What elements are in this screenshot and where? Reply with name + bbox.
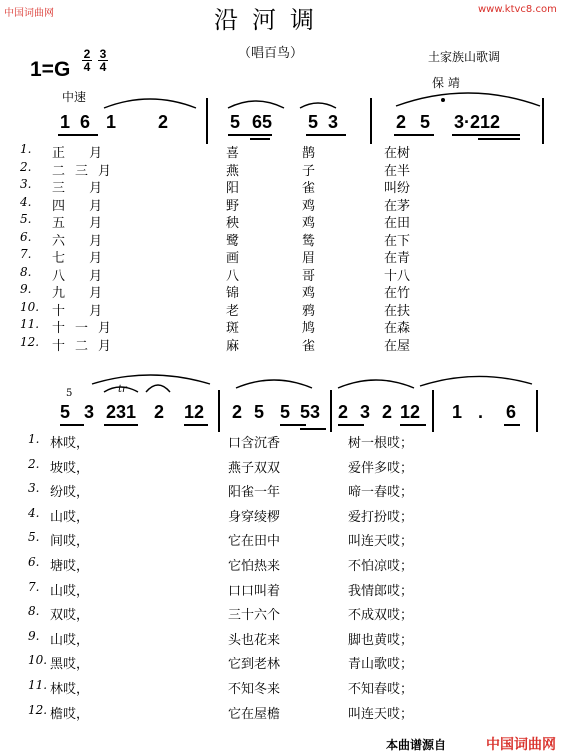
verse2-b: 它在屋檐 bbox=[228, 706, 281, 722]
underline bbox=[228, 134, 272, 136]
verse1-n: 12. bbox=[20, 334, 40, 349]
trill-mark: tr bbox=[118, 384, 127, 395]
note: 2 bbox=[338, 402, 349, 422]
verse1-c: 鸶 bbox=[302, 233, 316, 249]
verse2-b: 它到老林 bbox=[228, 657, 281, 673]
verse1-n: 11. bbox=[20, 317, 40, 331]
verse2-n: 12. bbox=[28, 702, 48, 717]
verse2-a: 间哎， bbox=[50, 534, 90, 550]
underline bbox=[280, 424, 306, 426]
verse2-n: 10. bbox=[28, 653, 48, 668]
verse1-a: 四 月 bbox=[52, 198, 113, 214]
underline bbox=[400, 424, 426, 426]
barline bbox=[536, 390, 538, 432]
note: 5 bbox=[420, 112, 431, 132]
verse2-c: 不知春哎； bbox=[348, 682, 414, 697]
verse1-b: 锦 bbox=[226, 286, 240, 301]
verse1-b: 麻 bbox=[226, 338, 240, 354]
verse1-c: 哥 bbox=[302, 268, 316, 284]
verse2-a: 黑哎， bbox=[50, 657, 90, 673]
note: 2 bbox=[154, 402, 165, 422]
verse1-c: 雀 bbox=[302, 338, 316, 354]
verse2-a: 纷哎， bbox=[50, 485, 90, 501]
verse1-a: 十一月 bbox=[52, 321, 122, 336]
verse1-c: 鸡 bbox=[302, 286, 316, 301]
note: 65 bbox=[252, 112, 273, 132]
verse2-c: 不成双哎； bbox=[348, 608, 414, 624]
verse1-d: 在竹 bbox=[384, 286, 411, 301]
verse1-d: 在田 bbox=[384, 216, 411, 231]
verse1-n: 10. bbox=[20, 299, 40, 314]
underline bbox=[394, 134, 434, 136]
verse1-b: 画 bbox=[226, 251, 240, 266]
verse1-b: 斑 bbox=[226, 321, 240, 336]
note: 3·212 bbox=[454, 112, 501, 132]
verse2-c: 不怕凉哎； bbox=[348, 559, 414, 574]
watermark-left: 中国词曲网 bbox=[4, 8, 54, 19]
note: . bbox=[478, 402, 484, 422]
verse2-a: 坡哎， bbox=[50, 460, 90, 476]
note: 3 bbox=[328, 112, 339, 132]
time-signature-3-4: $\frac{3}{4}$ bbox=[99, 47, 107, 74]
verse1-a: 十二月 bbox=[52, 338, 122, 354]
note: 5 bbox=[280, 402, 291, 422]
verse1-c: 雀 bbox=[302, 181, 316, 196]
verses-block-2 bbox=[0, 432, 563, 732]
verse2-n: 7. bbox=[28, 579, 40, 594]
verse2-n: 3. bbox=[28, 481, 40, 496]
verse1-n: 2. bbox=[20, 159, 32, 174]
verse1-d: 在半 bbox=[384, 163, 411, 179]
note: 2 bbox=[396, 112, 407, 132]
verse1-c: 鸦 bbox=[302, 303, 316, 319]
note: 1 bbox=[452, 402, 463, 422]
barline bbox=[370, 98, 372, 144]
verse2-n: 1. bbox=[28, 432, 40, 446]
verse2-a: 檐哎， bbox=[50, 706, 90, 722]
underline bbox=[306, 134, 346, 136]
note: 1 bbox=[106, 112, 117, 132]
verse2-c: 我情郎哎； bbox=[348, 583, 414, 599]
verse1-a: 十 月 bbox=[52, 303, 113, 319]
note: 1 bbox=[60, 112, 71, 132]
verse1-d: 在扶 bbox=[384, 303, 411, 319]
verse1-d: 在屋 bbox=[384, 338, 411, 354]
song-title: 沿河调 bbox=[214, 6, 328, 34]
verse2-n: 4. bbox=[28, 505, 40, 520]
grace-note: 5 bbox=[66, 388, 73, 399]
verse2-a: 山哎， bbox=[50, 583, 90, 599]
verse1-b: 八 bbox=[226, 268, 240, 284]
verse1-n: 5. bbox=[20, 212, 32, 226]
note: 5 bbox=[308, 112, 319, 132]
barline bbox=[542, 98, 544, 144]
verse2-n: 9. bbox=[28, 628, 40, 643]
underline bbox=[504, 424, 520, 426]
verse2-a: 双哎， bbox=[50, 608, 90, 624]
note: 3 bbox=[84, 402, 95, 422]
verse2-c: 爱伴多哎； bbox=[348, 460, 414, 476]
footer-brand: 中国词曲网 bbox=[486, 737, 556, 753]
verse1-c: 子 bbox=[302, 163, 316, 179]
verse1-d: 十八 bbox=[384, 268, 411, 284]
underline bbox=[58, 134, 98, 136]
verse1-n: 4. bbox=[20, 194, 32, 209]
note: 12 bbox=[184, 402, 205, 422]
verse1-d: 在树 bbox=[384, 146, 411, 161]
verse1-b: 野 bbox=[226, 198, 240, 214]
time-signature-2-4: $\frac{2}{4}$ bbox=[83, 47, 91, 74]
verse2-a: 林哎， bbox=[50, 682, 90, 697]
verse2-c: 叫连天哎； bbox=[348, 706, 414, 722]
verse2-n: 11. bbox=[28, 678, 48, 692]
verse2-c: 叫连天哎； bbox=[348, 534, 414, 550]
underline bbox=[300, 428, 326, 430]
verse1-a: 三 月 bbox=[52, 181, 113, 196]
verse2-n: 5. bbox=[28, 530, 40, 545]
verse1-d: 在下 bbox=[384, 233, 411, 249]
underline bbox=[478, 138, 520, 140]
verse1-n: 3. bbox=[20, 177, 32, 191]
barline bbox=[330, 390, 332, 432]
verse1-n: 1. bbox=[20, 142, 32, 156]
verse2-c: 啼一春哎； bbox=[348, 485, 414, 501]
underline bbox=[184, 424, 208, 426]
verse1-b: 秧 bbox=[226, 216, 240, 231]
verse1-d: 叫纷 bbox=[384, 181, 411, 196]
verse1-n: 8. bbox=[20, 264, 32, 279]
note: 2 bbox=[382, 402, 393, 422]
verse2-n: 8. bbox=[28, 604, 40, 619]
verse1-a: 五 月 bbox=[52, 216, 113, 231]
verse2-b: 三十六个 bbox=[228, 608, 281, 624]
underline bbox=[250, 138, 270, 140]
verse1-c: 鸡 bbox=[302, 198, 316, 214]
verse1-b: 老 bbox=[226, 303, 240, 319]
verse2-b: 阳雀一年 bbox=[228, 485, 281, 501]
verse2-b: 不知冬来 bbox=[228, 682, 281, 697]
verse2-a: 山哎， bbox=[50, 632, 90, 648]
note: 231 bbox=[106, 402, 137, 422]
verse1-a: 八 月 bbox=[52, 268, 113, 284]
note: 5 bbox=[60, 402, 71, 422]
verse2-a: 林哎， bbox=[50, 436, 90, 451]
note: 53 bbox=[300, 402, 321, 422]
verse1-b: 阳 bbox=[226, 181, 240, 196]
watermark-right: www.ktvc8.com bbox=[478, 4, 557, 15]
verse1-a: 七 月 bbox=[52, 251, 113, 266]
note: 2 bbox=[158, 112, 169, 132]
verse1-n: 7. bbox=[20, 247, 32, 261]
verses-block-1 bbox=[0, 142, 563, 352]
collector-credit: 保 靖 bbox=[432, 76, 460, 90]
barline bbox=[206, 98, 208, 144]
note: 6 bbox=[506, 402, 517, 422]
verse1-d: 在青 bbox=[384, 251, 411, 266]
barline bbox=[432, 390, 434, 432]
verse1-d: 在森 bbox=[384, 321, 411, 336]
verse1-a: 九 月 bbox=[52, 286, 113, 301]
verse1-a: 正 月 bbox=[52, 146, 113, 161]
verse2-n: 2. bbox=[28, 456, 40, 471]
underline bbox=[452, 134, 520, 136]
underline bbox=[338, 424, 364, 426]
verse2-b: 口口叫着 bbox=[228, 583, 281, 599]
barline bbox=[218, 390, 220, 432]
note: 5 bbox=[230, 112, 241, 132]
verse2-b: 燕子双双 bbox=[228, 460, 281, 476]
verse1-a: 二三月 bbox=[52, 163, 122, 179]
verse2-b: 头也花来 bbox=[228, 632, 281, 648]
verse2-c: 青山歌哎； bbox=[348, 657, 414, 673]
verse2-c: 脚也黄哎； bbox=[348, 632, 414, 648]
verse2-c: 树一根哎； bbox=[348, 436, 414, 451]
note: 12 bbox=[400, 402, 421, 422]
verse1-n: 9. bbox=[20, 282, 32, 296]
footer-text: 本曲谱源自 bbox=[386, 738, 447, 752]
note: 5 bbox=[254, 402, 265, 422]
verse2-c: 爱打扮哎； bbox=[348, 509, 414, 525]
verse1-b: 喜 bbox=[226, 146, 240, 161]
note: 2 bbox=[232, 402, 243, 422]
underline bbox=[104, 424, 138, 426]
verse1-c: 鹊 bbox=[302, 146, 316, 161]
verse2-b: 它怕热来 bbox=[228, 559, 281, 574]
genre-credit: 土家族山歌调 bbox=[428, 50, 501, 64]
verse1-a: 六 月 bbox=[52, 233, 113, 249]
tempo-marking: 中速 bbox=[62, 90, 87, 104]
verse2-n: 6. bbox=[28, 555, 40, 569]
song-subtitle: （唱百鸟） bbox=[238, 46, 304, 61]
verse1-n: 6. bbox=[20, 229, 32, 244]
verse2-b: 身穿绫椤 bbox=[228, 509, 281, 525]
verse2-b: 它在田中 bbox=[228, 534, 281, 550]
verse1-c: 鸡 bbox=[302, 216, 316, 231]
verse2-a: 塘哎， bbox=[50, 559, 90, 574]
verse2-a: 山哎， bbox=[50, 509, 90, 525]
verse1-d: 在茅 bbox=[384, 198, 411, 214]
underline bbox=[60, 424, 84, 426]
verse1-b: 燕 bbox=[226, 163, 240, 179]
note: 6 bbox=[80, 112, 91, 132]
note: 3 bbox=[360, 402, 371, 422]
verse1-b: 鹭 bbox=[226, 233, 240, 249]
verse2-b: 口含沉香 bbox=[228, 436, 281, 451]
key-signature: 1=G bbox=[30, 58, 71, 81]
verse1-c: 眉 bbox=[302, 251, 316, 266]
verse1-c: 鸠 bbox=[302, 321, 316, 336]
